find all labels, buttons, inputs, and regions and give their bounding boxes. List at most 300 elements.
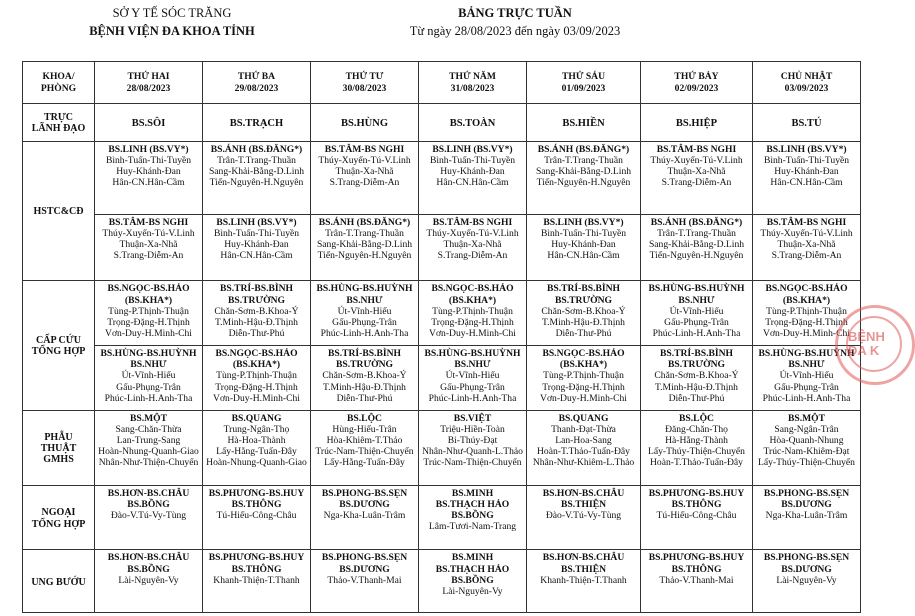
staff-line: Phúc-Linh-H.Anh-Tha	[320, 328, 409, 340]
staff-line: Phúc-Linh-H.Anh-Tha	[652, 328, 741, 340]
doctor-on-duty: BS.TRÍ-BS.BÌNH	[659, 347, 734, 359]
shift-cell	[753, 214, 861, 281]
day-name: THỨ NĂM	[449, 71, 496, 83]
staff-line: Vơn-Duy-H.Minh-Chi	[105, 328, 192, 340]
dept-column-header	[23, 62, 95, 104]
staff-line: S.Trang-Diễm-An	[771, 250, 842, 262]
shift-cell	[95, 485, 203, 550]
shift-cell	[419, 141, 527, 214]
doctor-on-duty: BS.NGỌC-BS.HẢO	[431, 283, 514, 295]
doctor-on-duty: BS.TÂM-BS NGHI	[432, 216, 513, 228]
shift-cell	[753, 550, 861, 613]
shift-cell	[419, 281, 527, 346]
doctor-on-duty: BS.DƯƠNG	[339, 498, 390, 510]
staff-line: Bình-Tuấn-Thi-Tuyền	[213, 227, 300, 239]
staff-line: Thuận-Xa-Nhã	[335, 165, 394, 177]
staff-line: Triệu-Hiền-Toàn	[440, 423, 505, 435]
staff-line: T.Minh-Hậu-Đ.Thịnh	[215, 316, 298, 328]
staff-line: Đào-V.Tú-Vy-Tùng	[545, 510, 622, 522]
document-title: BẢNG TRỰC TUẦN	[458, 6, 572, 20]
staff-line: Đào-V.Tú-Vy-Tùng	[110, 510, 187, 522]
staff-line: Nga-Kha-Luân-Trâm	[323, 510, 406, 522]
doctor-on-duty: BS.NGỌC-BS.HẢO	[107, 283, 190, 295]
staff-line: Hân-CN.Hân-Cầm	[547, 250, 620, 262]
staff-line: Bình-Tuấn-Thi-Tuyền	[763, 154, 850, 166]
staff-line: Lan-Hoa-Sang	[555, 435, 612, 447]
dept-label-line: NGOẠI	[41, 507, 76, 519]
shift-cell	[641, 410, 753, 485]
staff-line: Trân-T.Trang-Thuần	[544, 154, 623, 166]
dept-label-line: TỔNG HỢP	[31, 518, 86, 530]
doctor-on-duty: BS.PHƯƠNG-BS.HUY	[648, 552, 745, 564]
staff-line: Tiến-Nguyên-H.Nguyên	[536, 177, 631, 189]
staff-line: Đăng-Chăn-Thọ	[665, 423, 728, 435]
staff-line: T.Minh-Hậu-Đ.Thịnh	[655, 381, 738, 393]
staff-line: Trọng-Đặng-H.Thịnh	[215, 381, 298, 393]
staff-line: Thúy-Xuyến-Tú-V.Linh	[650, 154, 743, 166]
doctor-on-duty: BS.QUANG	[231, 412, 282, 424]
staff-line: Phúc-Linh-H.Anh-Tha	[762, 392, 851, 404]
leadership-cell: BS.HIỀN	[527, 104, 641, 142]
staff-line: Tiến-Nguyên-H.Nguyên	[317, 250, 412, 262]
staff-line: Thảo-V.Thanh-Mai	[659, 574, 734, 586]
dept-label-line: TỔNG HỢP	[31, 346, 86, 358]
ministry-name: SỞ Y TẾ SÓC TRĂNG	[112, 6, 232, 20]
doctor-on-duty: BS.THẠCH HẢO	[435, 498, 510, 510]
staff-line: Thúy-Xuyến-Tú-V.Linh	[760, 227, 853, 239]
shift-cell	[95, 214, 203, 281]
day-date: 29/08/2023	[234, 82, 279, 94]
shift-cell	[527, 345, 641, 410]
shift-cell	[311, 214, 419, 281]
shift-cell	[641, 141, 753, 214]
staff-line: Tùng-P.Thịnh-Thuận	[108, 305, 189, 317]
doctor-on-duty: BS.TÂM-BS NGHI	[108, 216, 189, 228]
doctor-on-duty: BS.LỘC	[679, 412, 714, 424]
shift-cell	[95, 141, 203, 214]
hstc-row	[23, 141, 861, 214]
staff-line: Hà-Hoa-Thành	[227, 435, 286, 447]
doctor-on-duty: BS.PHONG-BS.SẸN	[763, 487, 850, 499]
staff-line: Diễn-Thư-Phú	[336, 392, 393, 404]
staff-line: Chăn-Sơm-B.Khoa-Ý	[214, 305, 299, 317]
shift-cell	[311, 410, 419, 485]
doctor-on-duty: (BS.KHA*)	[448, 294, 497, 306]
doctor-on-duty: BS.DƯƠNG	[781, 498, 832, 510]
doctor-on-duty: (BS.KHA*)	[124, 294, 173, 306]
staff-line: Gấu-Phụng-Trân	[664, 316, 729, 328]
day-header-5	[527, 62, 641, 104]
staff-line: Gấu-Phụng-Trân	[774, 381, 839, 393]
doctor-on-duty: BS.ÁNH (BS.ĐĂNG*)	[537, 143, 630, 155]
doctor-on-duty: BS.LINH (BS.VY*)	[432, 143, 513, 155]
dept-label-line: TRỰC	[43, 112, 74, 124]
doctor-on-duty: (BS.KHA*)	[559, 359, 608, 371]
staff-line: Hân-CN.Hân-Cầm	[112, 177, 185, 189]
doctor-on-duty: (BS.KHA*)	[782, 294, 831, 306]
shift-cell	[95, 410, 203, 485]
doctor-on-duty: BS.BỒNG	[451, 510, 494, 522]
shift-cell	[419, 214, 527, 281]
shift-cell	[419, 550, 527, 613]
stamp-text-line: BỆNH	[848, 329, 885, 344]
shift-cell	[203, 410, 311, 485]
staff-line: Huy-Khánh-Đan	[774, 165, 839, 177]
doctor-on-duty: BS.ÁNH (BS.ĐĂNG*)	[650, 216, 743, 228]
doctor-on-duty: BS.TRƯỜNG	[555, 294, 612, 306]
shift-cell	[203, 281, 311, 346]
staff-line: Chăn-Sơm-B.Khoa-Ý	[654, 370, 739, 382]
doctor-on-duty: BS.HÙNG-BS.HUỲNH	[648, 283, 745, 295]
doctor-on-duty: BS.TRƯỜNG	[668, 359, 725, 371]
leadership-cell: BS.TRẠCH	[203, 104, 311, 142]
doctor-on-duty: BS.THÔNG	[231, 563, 282, 575]
day-header-1	[95, 62, 203, 104]
doctor-on-duty: BS.ÁNH (BS.ĐĂNG*)	[210, 143, 303, 155]
doctor-on-duty: BS.NHƯ	[788, 359, 825, 371]
staff-line: Trân-T.Trang-Thuần	[657, 227, 736, 239]
external-general-row	[23, 485, 861, 550]
doctor-on-duty: BS.PHONG-BS.SẸN	[321, 487, 408, 499]
day-header-3	[311, 62, 419, 104]
day-name: THỨ BA	[237, 71, 276, 83]
doctor-on-duty: BS.NGỌC-BS.HẢO	[765, 283, 848, 295]
day-date: 30/08/2023	[342, 82, 387, 94]
doctor-on-duty: BS.PHƯƠNG-BS.HUY	[208, 487, 305, 499]
doctor-on-duty: BS.PHƯƠNG-BS.HUY	[208, 552, 305, 564]
staff-line: Hân-CN.Hân-Cầm	[220, 250, 293, 262]
staff-line: Thảo-V.Thanh-Mai	[327, 574, 402, 586]
staff-line: Trọng-Đặng-H.Thịnh	[431, 316, 514, 328]
doctor-on-duty: BS.BỒNG	[127, 563, 170, 575]
doctor-on-duty: BS.THÔNG	[231, 498, 282, 510]
shift-cell	[203, 214, 311, 281]
staff-line: Thanh-Đạt-Thừa	[551, 423, 616, 435]
leadership-cell: BS.TOÀN	[419, 104, 527, 142]
doctor-on-duty: BS.NHƯ	[454, 359, 491, 371]
day-date: 03/09/2023	[784, 82, 829, 94]
staff-line: Sang-Ngân-Trân	[774, 423, 839, 435]
doctor-on-duty: BS.TÂM-BS NGHI	[656, 143, 737, 155]
staff-line: Tiến-Nguyên-H.Nguyên	[209, 177, 304, 189]
shift-cell	[203, 141, 311, 214]
doctor-on-duty: BS.THÔNG	[671, 498, 722, 510]
shift-cell	[641, 485, 753, 550]
leadership-cell: BS.HIỆP	[641, 104, 753, 142]
staff-line: Út-Vĩnh-Hiếu	[337, 305, 392, 317]
staff-line: S.Trang-Diễm-An	[437, 250, 508, 262]
dept-header-line: PHÒNG	[40, 82, 77, 94]
shift-cell	[527, 281, 641, 346]
day-name: THỨ HAI	[127, 71, 170, 83]
staff-line: Tùng-P.Thịnh-Thuận	[766, 305, 847, 317]
doctor-on-duty: BS.MINH	[451, 552, 494, 564]
staff-line: Lấy-Thúy-Thiện-Chuyển	[758, 457, 855, 469]
dept-label-line: CẤP CỨU	[36, 335, 81, 347]
shift-cell	[311, 345, 419, 410]
staff-line: Lấy-Hằng-Tuấn-Đây	[324, 457, 405, 469]
staff-line: Trúc-Nam-Khiêm-Đạt	[763, 446, 850, 458]
shift-cell	[203, 550, 311, 613]
staff-line: Huy-Khánh-Đan	[224, 238, 289, 250]
staff-line: Tú-Hiếu-Công-Châu	[216, 510, 297, 522]
staff-line: Út-Vĩnh-Hiếu	[779, 370, 834, 382]
doctor-on-duty: BS.TRÍ-BS.BÌNH	[327, 347, 402, 359]
shift-cell	[753, 410, 861, 485]
surgery-row	[23, 410, 861, 485]
shift-cell	[419, 485, 527, 550]
day-header-6	[641, 62, 753, 104]
emergency-row	[23, 281, 861, 346]
day-name: THỨ SÁU	[561, 71, 606, 83]
staff-line: Khanh-Thiện-T.Thanh	[540, 574, 627, 586]
staff-line: Trân-T.Trang-Thuần	[325, 227, 404, 239]
doctor-on-duty: BS.THẠCH HẢO	[435, 563, 510, 575]
doctor-on-duty: BS.LINH (BS.VY*)	[108, 143, 189, 155]
staff-line: Hoàn-Nhung-Quanh-Giao	[206, 457, 307, 469]
dept-label-line: HSTC&CĐ	[33, 206, 84, 218]
day-date: 28/08/2023	[126, 82, 171, 94]
staff-line: Trọng-Đặng-H.Thịnh	[765, 316, 848, 328]
shift-cell	[311, 281, 419, 346]
day-name: THỨ TƯ	[345, 71, 384, 83]
doctor-on-duty: BS.THIỆN	[560, 563, 607, 575]
staff-line: Tùng-P.Thịnh-Thuận	[432, 305, 513, 317]
date-range: Từ ngày 28/08/2023 đến ngày 03/09/2023	[409, 24, 621, 38]
doctor-on-duty: BS.TRƯỜNG	[336, 359, 393, 371]
staff-line: Hà-Hằng-Thành	[665, 435, 728, 447]
staff-line: Út-Vĩnh-Hiếu	[445, 370, 500, 382]
staff-line: Huy-Khánh-Đan	[440, 165, 505, 177]
dept-label-surgery	[23, 410, 95, 485]
doctor-on-duty: BS.BỒNG	[127, 498, 170, 510]
dept-label-line: THUẬT	[40, 443, 77, 455]
shift-cell	[753, 281, 861, 346]
doctor-on-duty: BS.BỒNG	[451, 574, 494, 586]
staff-line: Hoàn-Nhung-Quanh-Giao	[98, 446, 199, 458]
doctor-on-duty: BS.NHƯ	[130, 359, 167, 371]
staff-line: Chăn-Sơm-B.Khoa-Ý	[322, 370, 407, 382]
doctor-on-duty: BS.NHƯ	[678, 294, 715, 306]
hospital-name: BỆNH VIỆN ĐA KHOA TỈNH	[89, 24, 255, 38]
duty-schedule-table	[22, 61, 861, 613]
shift-cell	[95, 550, 203, 613]
doctor-on-duty: BS.HÙNG-BS.HUỲNH	[100, 347, 197, 359]
doctor-on-duty: BS.THIỆN	[560, 498, 607, 510]
day-header-4	[419, 62, 527, 104]
dept-header-line: KHOA/	[42, 71, 75, 83]
doctor-on-duty: BS.TRƯỜNG	[228, 294, 285, 306]
staff-line: Thuận-Xa-Nhã	[667, 165, 726, 177]
dept-label-leadership	[23, 104, 95, 142]
shift-cell	[641, 550, 753, 613]
dept-label-line: PHẪU	[44, 431, 73, 443]
staff-line: Gấu-Phụng-Trân	[440, 381, 505, 393]
shift-cell	[753, 485, 861, 550]
staff-line: Bình-Tuấn-Thi-Tuyền	[105, 154, 192, 166]
staff-line: Lâm-Tươi-Nam-Trang	[428, 521, 517, 533]
doctor-on-duty: BS.HÙNG-BS.HUỲNH	[758, 347, 855, 359]
doctor-on-duty: BS.THÔNG	[671, 563, 722, 575]
staff-line: Thuận-Xa-Nhã	[119, 238, 178, 250]
shift-cell	[641, 214, 753, 281]
staff-line: Huy-Khánh-Đan	[116, 165, 181, 177]
doctor-on-duty: BS.TRÍ-BS.BÌNH	[546, 283, 621, 295]
dept-label-emergency	[23, 281, 95, 410]
shift-cell	[95, 345, 203, 410]
day-date: 02/09/2023	[674, 82, 719, 94]
staff-line: Trọng-Đặng-H.Thịnh	[107, 316, 190, 328]
staff-line: Nhân-Như-Thiện-Chuyển	[98, 457, 199, 469]
staff-line: Trúc-Nam-Thiện-Chuyển	[315, 446, 414, 458]
staff-line: Hòa-Quanh-Nhung	[769, 435, 844, 447]
staff-line: Diễn-Thư-Phú	[668, 392, 725, 404]
staff-line: Gấu-Phụng-Trân	[116, 381, 181, 393]
dept-label-line: UNG BƯỚU	[31, 576, 86, 588]
staff-line: Chăn-Sơm-B.Khoa-Ý	[541, 305, 626, 317]
staff-line: Hân-CN.Hân-Cầm	[436, 177, 509, 189]
staff-line: Lài-Nguyên-Vy	[442, 585, 503, 597]
staff-line: S.Trang-Diễm-An	[329, 177, 400, 189]
day-name: THỨ BẢY	[674, 71, 719, 83]
staff-line: Trân-T.Trang-Thuần	[217, 154, 296, 166]
doctor-on-duty: BS.MỘT	[787, 412, 826, 424]
doctor-on-duty: BS.TÂM-BS NGHI	[324, 143, 405, 155]
shift-cell	[527, 214, 641, 281]
doctor-on-duty: BS.DƯƠNG	[781, 563, 832, 575]
staff-line: Hoàn-T.Thảo-Tuấn-Đây	[650, 457, 743, 469]
staff-line: Trung-Ngân-Thọ	[223, 423, 290, 435]
doctor-on-duty: BS.MỘT	[129, 412, 168, 424]
staff-line: T.Minh-Hậu-Đ.Thịnh	[542, 316, 625, 328]
staff-line: Hân-CN.Hân-Cầm	[770, 177, 843, 189]
staff-line: Sang-Khải-Bằng-D.Linh	[316, 238, 413, 250]
shift-cell	[527, 485, 641, 550]
days-header-row	[23, 62, 861, 104]
doctor-on-duty: BS.LỘC	[347, 412, 382, 424]
day-header-7	[753, 62, 861, 104]
staff-line: Vơn-Duy-H.Minh-Chi	[213, 392, 300, 404]
shift-cell	[311, 550, 419, 613]
doctor-on-duty: BS.MINH	[451, 487, 494, 499]
staff-line: Trúc-Nam-Thiện-Chuyển	[423, 457, 522, 469]
doctor-on-duty: BS.QUANG	[558, 412, 609, 424]
dept-label-hstc	[23, 141, 95, 281]
staff-line: Vơn-Duy-H.Minh-Chi	[763, 328, 850, 340]
staff-line: T.Minh-Hậu-Đ.Thịnh	[323, 381, 406, 393]
emergency-row	[23, 345, 861, 410]
shift-cell	[203, 345, 311, 410]
doctor-on-duty: BS.HƠN-BS.CHÂU	[542, 487, 625, 499]
staff-line: Tú-Hiếu-Công-Châu	[656, 510, 737, 522]
staff-line: Vơn-Duy-H.Minh-Chi	[429, 328, 516, 340]
shift-cell	[203, 485, 311, 550]
shift-cell	[753, 345, 861, 410]
doctor-on-duty: BS.TRÍ-BS.BÌNH	[219, 283, 294, 295]
staff-line: Thúy-Xuyến-Tú-V.Linh	[102, 227, 195, 239]
staff-line: Trọng-Đặng-H.Thịnh	[542, 381, 625, 393]
shift-cell	[641, 345, 753, 410]
doctor-on-duty: BS.HƠN-BS.CHÂU	[542, 552, 625, 564]
staff-line: Hùng-Hiếu-Trân	[332, 423, 397, 435]
doctor-on-duty: BS.LINH (BS.VY*)	[216, 216, 297, 228]
shift-cell	[95, 281, 203, 346]
stamp-text-line: ĐA K	[848, 343, 880, 358]
day-name: CHỦ NHẬT	[780, 71, 833, 83]
staff-line: Thúy-Xuyến-Tú-V.Linh	[318, 154, 411, 166]
dept-label-line: GMHS	[43, 454, 74, 466]
staff-line: Phúc-Linh-H.Anh-Tha	[428, 392, 517, 404]
staff-line: Lài-Nguyên-Vy	[776, 574, 837, 586]
staff-line: Nga-Kha-Luân-Trâm	[765, 510, 848, 522]
doctor-on-duty: BS.NGỌC-BS.HẢO	[215, 347, 298, 359]
doctor-on-duty: BS.LINH (BS.VY*)	[543, 216, 624, 228]
staff-line: Út-Vĩnh-Hiếu	[669, 305, 724, 317]
doctor-on-duty: BS.PHONG-BS.SẸN	[321, 552, 408, 564]
staff-line: Lấy-Hằng-Tuấn-Đây	[216, 446, 297, 458]
doctor-on-duty: BS.DƯƠNG	[339, 563, 390, 575]
doctor-on-duty: BS.TÂM-BS NGHI	[766, 216, 847, 228]
staff-line: Sang-Khải-Bằng-D.Linh	[648, 238, 745, 250]
shift-cell	[641, 281, 753, 346]
staff-line: Thuận-Xa-Nhã	[777, 238, 836, 250]
doctor-on-duty: BS.PHONG-BS.SẸN	[763, 552, 850, 564]
staff-line: Khanh-Thiện-T.Thanh	[213, 574, 300, 586]
doctor-on-duty: BS.HƠN-BS.CHÂU	[107, 552, 190, 564]
doctor-on-duty: BS.NHƯ	[346, 294, 383, 306]
staff-line: Hòa-Khiêm-T.Thảo	[326, 435, 403, 447]
staff-line: Lấy-Thúy-Thiện-Chuyển	[648, 446, 745, 458]
shift-cell	[527, 550, 641, 613]
staff-line: Nhân-Như-Khiêm-L.Thảo	[532, 457, 635, 469]
document-header-right	[370, 4, 660, 40]
staff-line: Vơn-Duy-H.Minh-Chi	[540, 392, 627, 404]
staff-line: Tiến-Nguyên-H.Nguyên	[649, 250, 744, 262]
doctor-on-duty: BS.HƠN-BS.CHÂU	[107, 487, 190, 499]
staff-line: Hoàn-T.Thảo-Tuấn-Đây	[537, 446, 630, 458]
doctor-on-duty: BS.NGỌC-BS.HẢO	[542, 347, 625, 359]
staff-line: Sang-Khải-Bằng-D.Linh	[208, 165, 305, 177]
staff-line: Nhân-Như-Quanh-L.Thảo	[422, 446, 523, 458]
staff-line: S.Trang-Diễm-An	[661, 177, 732, 189]
shift-cell	[311, 141, 419, 214]
doctor-on-duty: BS.HÙNG-BS.HUỲNH	[316, 283, 413, 295]
staff-line: Thúy-Xuyến-Tú-V.Linh	[426, 227, 519, 239]
staff-line: Út-Vĩnh-Hiếu	[121, 370, 176, 382]
day-header-2	[203, 62, 311, 104]
staff-line: Diễn-Thư-Phú	[228, 328, 285, 340]
shift-cell	[527, 410, 641, 485]
dept-label-line: LÃNH ĐẠO	[31, 123, 86, 135]
day-date: 31/08/2023	[450, 82, 495, 94]
staff-line: Diễn-Thư-Phú	[555, 328, 612, 340]
shift-cell	[753, 141, 861, 214]
dept-label-external_general	[23, 485, 95, 550]
staff-line: Gấu-Phụng-Trân	[332, 316, 397, 328]
leadership-row	[23, 104, 861, 142]
staff-line: Thuận-Xa-Nhã	[443, 238, 502, 250]
staff-line: Bình-Tuấn-Thi-Tuyền	[540, 227, 627, 239]
staff-line: Lài-Nguyên-Vy	[118, 574, 179, 586]
document-header-left	[22, 4, 322, 40]
shift-cell	[527, 141, 641, 214]
doctor-on-duty: (BS.KHA*)	[232, 359, 281, 371]
oncology-row	[23, 550, 861, 613]
staff-line: Bình-Tuấn-Thi-Tuyền	[429, 154, 516, 166]
leadership-cell: BS.SÔI	[95, 104, 203, 142]
leadership-cell: BS.TÚ	[753, 104, 861, 142]
staff-line: Phúc-Linh-H.Anh-Tha	[104, 392, 193, 404]
